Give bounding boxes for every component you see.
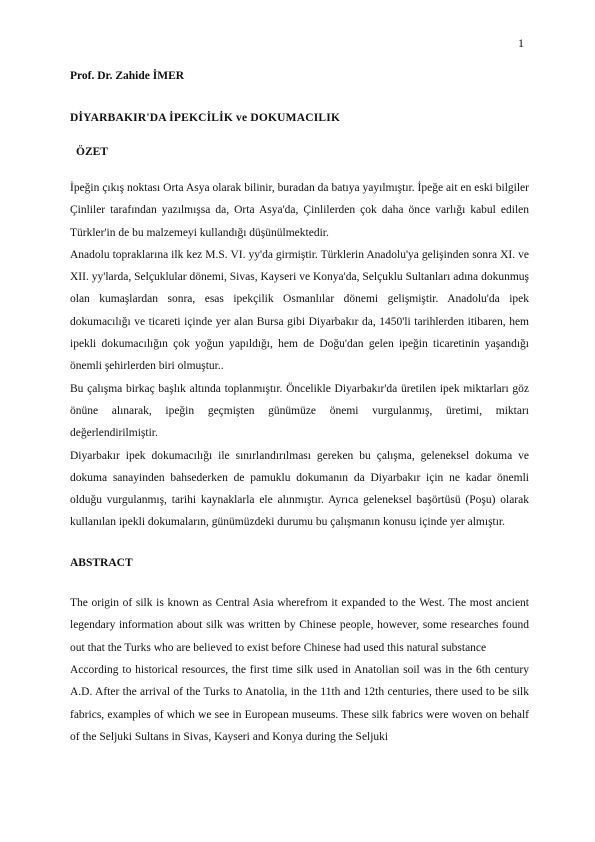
ozet-paragraph: İpeğin çıkış noktası Orta Asya olarak bilinir, buradan da batıya yayılmıştır. İpeğe ait en eski bilgiler Çinliler tarafından yazılmışsa da, Orta Asya'da, Çinlilerden çok daha önce varlığı kabul edilen Türkler'in de bu malzemeyi kullandığı düşünülmektedir.	[70, 182, 529, 239]
ozet-paragraph: Bu çalışma birkaç başlık altında toplanmıştır. Öncelikle Diyarbakır'da üretilen ipek miktarları göz önüne alınarak, ipeğin geçmişten günümüze önemi vurgulanmış, üretimi, miktarı değerlendirilmiştir.	[70, 382, 529, 440]
document-title: DİYARBAKIR'DA İPEKCİLİK ve DOKUMACILIK	[70, 112, 341, 124]
abstract-paragraph: The origin of silk is known as Central Asia wherefrom it expanded to the West. The most ancient legendary information about silk was written by Chinese people, however, some researches found out that the Turks who are believed to exist before Chinese had used this natural substance	[70, 596, 529, 654]
abstract-section	[70, 592, 529, 749]
ozet-heading: ÖZET	[76, 146, 108, 158]
page-number: 1	[518, 36, 524, 50]
document-body	[70, 63, 529, 749]
ozet-section	[70, 177, 529, 534]
abstract-heading: ABSTRACT	[70, 556, 133, 569]
ozet-paragraph: Anadolu topraklarına ilk kez M.S. VI. yy'da girmiştir. Türklerin Anadolu'ya gelişinden sonra XI. ve XII. yy'larda, Selçuklular dönemi, Sivas, Kayseri ve Konya'da, Selçuklu Sultanları adına dokunmuş olan kumaşlardan sonra, esas ipekçilik Osmanlılar dönemi gelişmiştir. Anadolu'da ipek dokumacılığı ve ticareti içinde yer alan Bursa gibi Diyarbakır da, 1450'li tarihlerden itibaren, hem ipekli dokumacılığın çok yoğun yapıldığı, hem de Doğu'dan gelen ipeğin ticaretinin yaşandığı önemli şehirlerden biri olmuştur..	[70, 248, 529, 373]
abstract-paragraph: According to historical resources, the first time silk used in Anatolian soil was in the 6th century A.D. After the arrival of the Turks to Anatolia, in the 11th and 12th centuries, there used to be silk fabrics, examples of which we see in European museums. These silk fabrics were woven on behalf of the Seljuki Sultans in Sivas, Kayseri and Konya during the Seljuki	[70, 663, 529, 744]
author-name: Prof. Dr. Zahide İMER	[70, 70, 185, 82]
ozet-paragraph: Diyarbakır ipek dokumacılığı ile sınırlandırılması gereken bu çalışma, geleneksel dokuma ve dokuma sanayinden bahsederken de pamuklu dokumanın da Diyarbakır için ne kadar önemli olduğu vurgulanmış, tarihi kaynaklarla ele alınmıştır. Ayrıca geleneksel başörtüsü (Poşu) olarak kullanılan ipekli dokumaların, günümüzdeki durumu bu çalışmanın konusu içinde yer almıştır.	[70, 449, 529, 529]
